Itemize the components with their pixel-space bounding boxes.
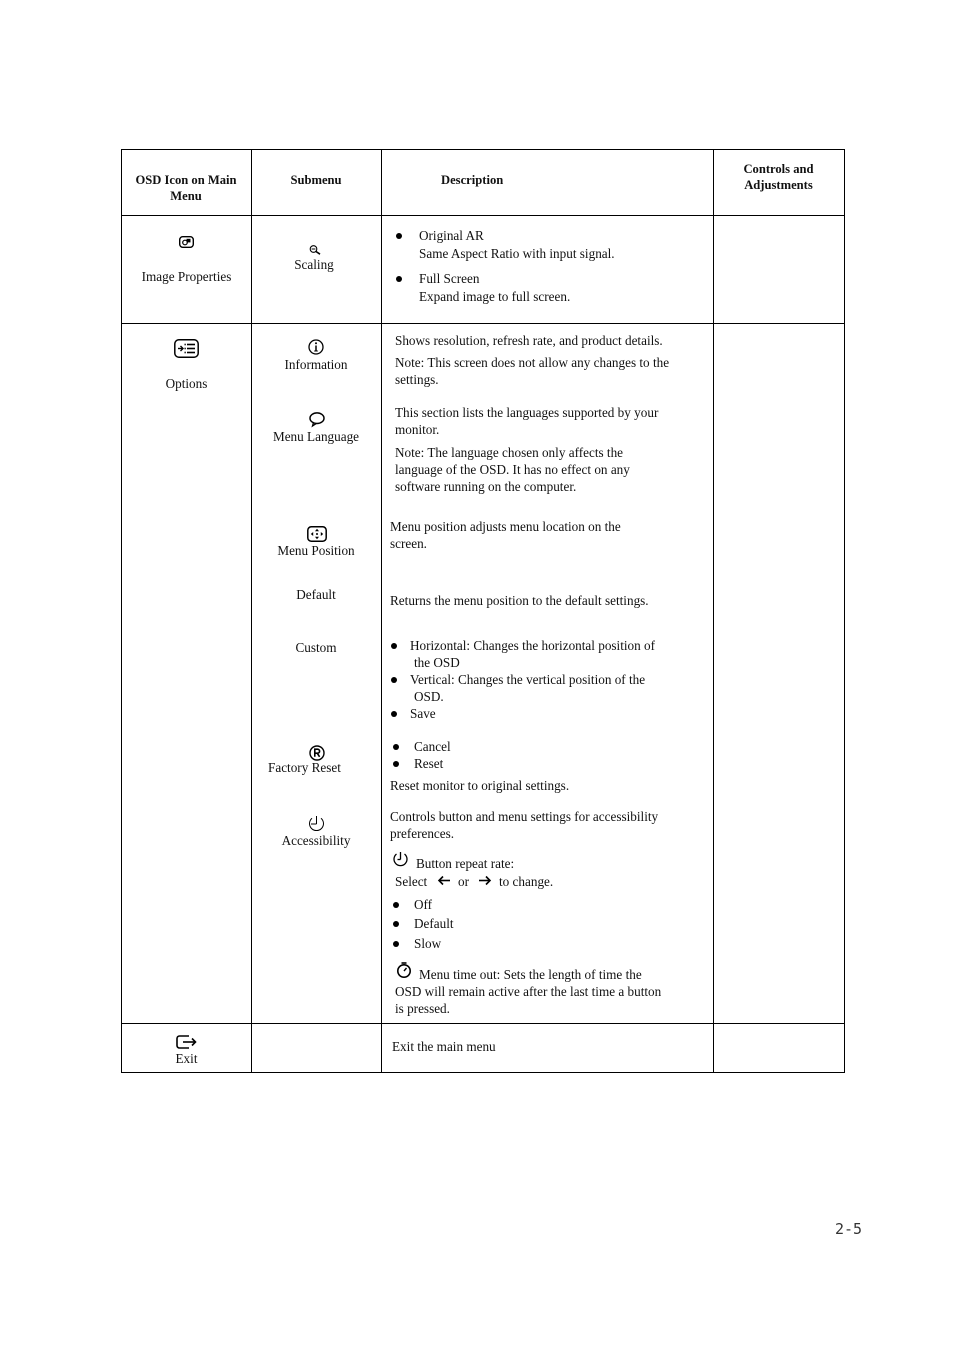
menu-timeout-icon (396, 962, 412, 978)
custom-item: the OSD (414, 655, 460, 670)
repeat-rate-option: Off (414, 897, 433, 912)
menu-timeout-desc: is pressed. (395, 1001, 450, 1016)
menu-timeout-desc: OSD will remain active after the last time a button (395, 984, 662, 999)
header-osd-icon: OSD Icon on Main Menu (135, 173, 237, 203)
speech-bubble-icon (309, 412, 325, 427)
accessibility-desc: preferences. (390, 826, 455, 841)
select-text: Select (395, 874, 428, 889)
menu-language-note: language of the OSD. It has no effect on any (395, 462, 630, 477)
option-detail: Expand image to full screen. (419, 289, 571, 304)
submenu-default: Default (296, 587, 336, 602)
default-desc: Returns the menu position to the default settings. (390, 593, 649, 608)
right-arrow-icon (478, 875, 492, 886)
button-repeat-label: Button repeat rate: (416, 856, 515, 871)
table-rule (121, 215, 845, 216)
bullet (396, 233, 402, 239)
or-text: or (458, 874, 469, 889)
submenu-accessibility: Accessibility (281, 833, 351, 848)
custom-item: Vertical: Changes the vertical position of the (410, 672, 646, 687)
image-properties-label: Image Properties (141, 269, 232, 284)
table-rule (713, 149, 714, 1073)
info-icon (308, 339, 324, 355)
bullet (396, 276, 402, 282)
table-rule (121, 323, 845, 324)
options-menu-icon (174, 339, 199, 358)
bullet (391, 677, 397, 683)
table-rule (251, 149, 252, 1073)
bullet (391, 711, 397, 717)
repeat-rate-option: Slow (414, 936, 442, 951)
header-submenu: Submenu (290, 173, 342, 187)
button-repeat-icon (392, 851, 409, 867)
options-label: Options (165, 376, 208, 391)
menu-position-desc: screen. (390, 536, 427, 551)
header-controls: Controls and Adjustments (743, 162, 814, 192)
exit-label: Exit (175, 1051, 198, 1066)
menu-timeout-desc: Menu time out: Sets the length of time the (419, 967, 642, 982)
factory-reset-desc: Reset monitor to original settings. (390, 778, 570, 793)
option-title: Original AR (419, 228, 484, 243)
submenu-menu-position: Menu Position (277, 543, 355, 558)
bullet (393, 941, 399, 947)
menu-position-desc: Menu position adjusts menu location on the (390, 519, 621, 534)
custom-item: OSD. (414, 689, 444, 704)
table-rule (121, 1023, 845, 1024)
menu-language-desc: monitor. (395, 422, 440, 437)
bullet (393, 761, 399, 767)
table-rule (121, 149, 845, 150)
image-properties-icon (179, 236, 194, 248)
information-note: settings. (395, 372, 439, 387)
option-title: Full Screen (419, 271, 480, 286)
bullet (393, 921, 399, 927)
table-rule (381, 149, 382, 1073)
exit-icon (176, 1035, 198, 1049)
submenu-custom: Custom (295, 640, 337, 655)
bullet (393, 744, 399, 750)
custom-item: Reset (414, 756, 444, 771)
information-desc: Shows resolution, refresh rate, and product details. (395, 333, 663, 348)
option-detail: Same Aspect Ratio with input signal. (419, 246, 615, 261)
move-arrows-icon (307, 526, 327, 542)
header-description: Description (441, 173, 504, 187)
table-rule (121, 149, 122, 1073)
table-rule (121, 1072, 845, 1073)
to-change-text: to change. (499, 874, 554, 889)
repeat-rate-option: Default (414, 916, 454, 931)
accessibility-desc: Controls button and menu settings for accessibility (390, 809, 659, 824)
custom-item: Horizontal: Changes the horizontal position of (410, 638, 656, 653)
menu-language-desc: This section lists the languages supported by your (395, 405, 659, 420)
submenu-information: Information (284, 357, 348, 372)
left-arrow-icon (437, 875, 451, 886)
submenu-factory-reset: Factory Reset (268, 760, 341, 775)
page-number: 2-5 (835, 1220, 863, 1238)
menu-language-note: software running on the computer. (395, 479, 577, 494)
exit-desc: Exit the main menu (392, 1039, 496, 1054)
submenu-menu-language: Menu Language (272, 429, 360, 444)
submenu-scaling: Scaling (294, 257, 334, 272)
magnifier-icon (309, 245, 322, 255)
accessibility-timer-icon (307, 815, 326, 832)
table-rule (844, 149, 845, 1073)
menu-language-note: Note: The language chosen only affects the (395, 445, 624, 460)
bullet (393, 902, 399, 908)
custom-item: Cancel (414, 739, 451, 754)
information-note: Note: This screen does not allow any changes to the (395, 355, 670, 370)
bullet (391, 643, 397, 649)
custom-item: Save (410, 706, 436, 721)
